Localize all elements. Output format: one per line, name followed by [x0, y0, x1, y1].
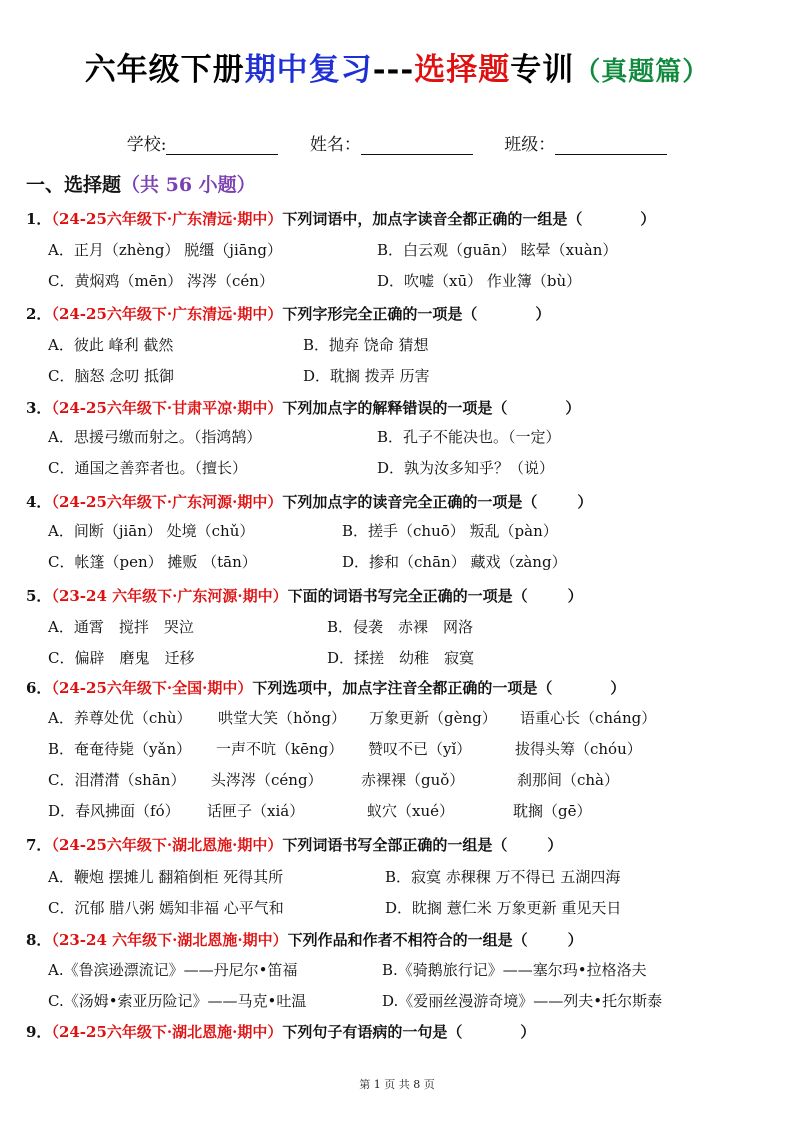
question-close-paren: ）: [610, 679, 626, 697]
question-source: （24-25六年级下·广东清远·期中）: [51, 210, 283, 228]
option-c-2: 头涔涔（céng）: [211, 771, 323, 789]
question-9: [26, 1021, 535, 1042]
question-1: [26, 208, 655, 229]
question-source: （23-24 六年级下·广东河源·期中）: [51, 587, 288, 605]
option-d: D．孰为汝多知乎？（说）: [377, 459, 555, 477]
question-text: 下列加点字的读音完全正确的一项是（: [282, 493, 538, 511]
option-c: C．沉郁 腊八粥 嫣知非福 心平气和: [48, 899, 284, 917]
title-part-choice: 选择题: [414, 52, 511, 88]
option-a-2: 哄堂大笑（hǒng）: [218, 709, 346, 727]
option-b-4: 拔得头筹（chóu）: [515, 740, 642, 758]
question-number: 1．: [26, 210, 52, 228]
question-number: 7．: [26, 836, 52, 854]
section-heading: [26, 170, 256, 197]
option-c-4: 刹那间（chà）: [517, 771, 620, 789]
section-count: （共 56 小题）: [121, 174, 256, 196]
student-info-line: [0, 130, 794, 155]
question-source: （24-25六年级下·甘肃平凉·期中）: [51, 399, 283, 417]
question-number: 3．: [26, 399, 52, 417]
question-source: （24-25六年级下·湖北恩施·期中）: [51, 836, 283, 854]
question-number: 5．: [26, 587, 52, 605]
question-6: [26, 677, 625, 698]
option-d: D．掺和（chān） 藏戏（zàng）: [342, 553, 567, 571]
option-d: D．耽搁 拨弄 历害: [303, 367, 430, 385]
option-b: B．寂寞 赤稞稞 万不得已 五湖四海: [385, 868, 621, 886]
option-d-1: D．春风拂面（fó）: [48, 802, 180, 820]
option-a: A．思援弓缴而射之。（指鸿鹄）: [48, 428, 262, 446]
option-a: A．间断（jiān） 处境（chǔ）: [48, 522, 255, 540]
question-4: [26, 491, 592, 512]
option-d: D．眈搁 薏仁米 万象更新 重见天日: [385, 899, 622, 917]
question-close-paren: ）: [567, 931, 583, 949]
name-label: 姓名：: [309, 135, 361, 155]
option-c-1: C．泪潸潸（shān）: [48, 771, 186, 789]
question-source: （23-24 六年级下·湖北恩施·期中）: [51, 931, 288, 949]
class-blank[interactable]: [555, 136, 667, 155]
question-number: 4．: [26, 493, 52, 511]
option-b: B．抛弃 饶命 猜想: [303, 336, 429, 354]
title-part-grade: 六年级下册: [84, 52, 245, 88]
option-c: C．通国之善弈者也。（擅长）: [48, 459, 247, 477]
option-a-4: 语重心长（cháng）: [520, 709, 657, 727]
question-source: （24-25六年级下·广东清远·期中）: [51, 305, 283, 323]
option-d: D．吹嘘（xū） 作业簿（bù）: [377, 272, 582, 290]
title-part-real-exam: （真题篇）: [574, 57, 710, 87]
option-c: C．偏辟 磨鬼 迁移: [48, 649, 195, 667]
section-label: 一、选择题: [26, 174, 122, 196]
question-text: 下列选项中，加点字注音全都正确的一项是（: [252, 679, 553, 697]
option-a-1: A．养尊处优（chù）: [48, 709, 192, 727]
option-c-3: 赤裸裸（guǒ）: [361, 771, 465, 789]
option-d-2: 话匣子（xiá）: [207, 802, 305, 820]
option-b-3: 赞叹不已（yǐ）: [368, 740, 472, 758]
question-text: 下面的词语书写完全正确的一项是（: [287, 587, 528, 605]
title-part-midterm: 期中复习: [244, 52, 373, 88]
option-a: A．正月（zhèng） 脱缰（jiāng）: [48, 241, 282, 259]
option-b: B.《骑鹅旅行记》——塞尔玛•拉格洛夫: [382, 961, 647, 979]
question-close-paren: ）: [547, 836, 563, 854]
question-text: 下列句子有语病的一句是（: [282, 1023, 463, 1041]
option-d: D.《爱丽丝漫游奇境》——列夫•托尔斯泰: [382, 992, 663, 1010]
question-close-paren: ）: [535, 305, 551, 323]
question-5: [26, 585, 583, 606]
school-blank[interactable]: [166, 136, 278, 155]
question-text: 下列字形完全正确的一项是（: [282, 305, 478, 323]
question-close-paren: ）: [520, 1023, 536, 1041]
question-close-paren: ）: [577, 493, 593, 511]
option-b: B．孔子不能决也。（一定）: [377, 428, 561, 446]
question-close-paren: ）: [640, 210, 656, 228]
question-3: [26, 397, 580, 418]
option-a: A．彼此 峰利 截然: [48, 336, 174, 354]
option-c: C.《汤姆•索亚历险记》——马克•吐温: [48, 992, 307, 1010]
question-number: 8．: [26, 931, 52, 949]
option-d-4: 耽搁（gē）: [513, 802, 592, 820]
class-label: 班级：: [504, 135, 556, 155]
question-text: 下列词语中，加点字读音全都正确的一组是（: [282, 210, 583, 228]
option-b: B．白云观（guān） 眩晕（xuàn）: [377, 241, 618, 259]
question-text: 下列作品和作者不相符合的一组是（: [287, 931, 528, 949]
option-c: C．黄焖鸡（mēn） 涔涔（cén）: [48, 272, 274, 290]
page-title: [0, 44, 794, 89]
question-number: 6．: [26, 679, 52, 697]
title-part-training: 专训: [510, 52, 575, 88]
title-part-dashes: ---: [372, 52, 415, 88]
option-b: B．搓手（chuō） 叛乱（pàn）: [342, 522, 558, 540]
question-close-paren: ）: [565, 399, 581, 417]
option-d-3: 蚁穴（xué）: [367, 802, 454, 820]
page-number: 第 1 页 共 8 页: [359, 1078, 435, 1091]
question-7: [26, 834, 562, 855]
question-number: 2．: [26, 305, 52, 323]
question-source: （24-25六年级下·湖北恩施·期中）: [51, 1023, 283, 1041]
question-close-paren: ）: [567, 587, 583, 605]
option-a: A．通霄 搅拌 哭泣: [48, 618, 194, 636]
question-text: 下列词语书写全部正确的一组是（: [282, 836, 508, 854]
option-b: B．侵袭 赤裸 网洛: [327, 618, 474, 636]
option-a: A．鞭炮 摆摊儿 翻箱倒柜 死得其所: [48, 868, 284, 886]
option-d: D．揉搓 幼稚 寂寞: [327, 649, 475, 667]
option-c: C．脑怒 念叨 抵御: [48, 367, 175, 385]
question-8: [26, 929, 583, 950]
question-text: 下列加点字的解释错误的一项是（: [282, 399, 508, 417]
option-c: C．帐篷（pen） 摊贩 （tān）: [48, 553, 257, 571]
option-a-3: 万象更新（gèng）: [369, 709, 497, 727]
question-number: 9．: [26, 1023, 52, 1041]
name-blank[interactable]: [361, 136, 473, 155]
question-source: （24-25六年级下·广东河源·期中）: [51, 493, 283, 511]
question-2: [26, 303, 550, 324]
option-a: A.《鲁滨逊漂流记》——丹尼尔•笛福: [48, 961, 298, 979]
option-b-2: 一声不吭（kēng）: [216, 740, 344, 758]
school-label: 学校:: [126, 135, 167, 155]
question-source: （24-25六年级下·全国·期中）: [51, 679, 253, 697]
option-b-1: B．奄奄待毙（yǎn）: [48, 740, 192, 758]
